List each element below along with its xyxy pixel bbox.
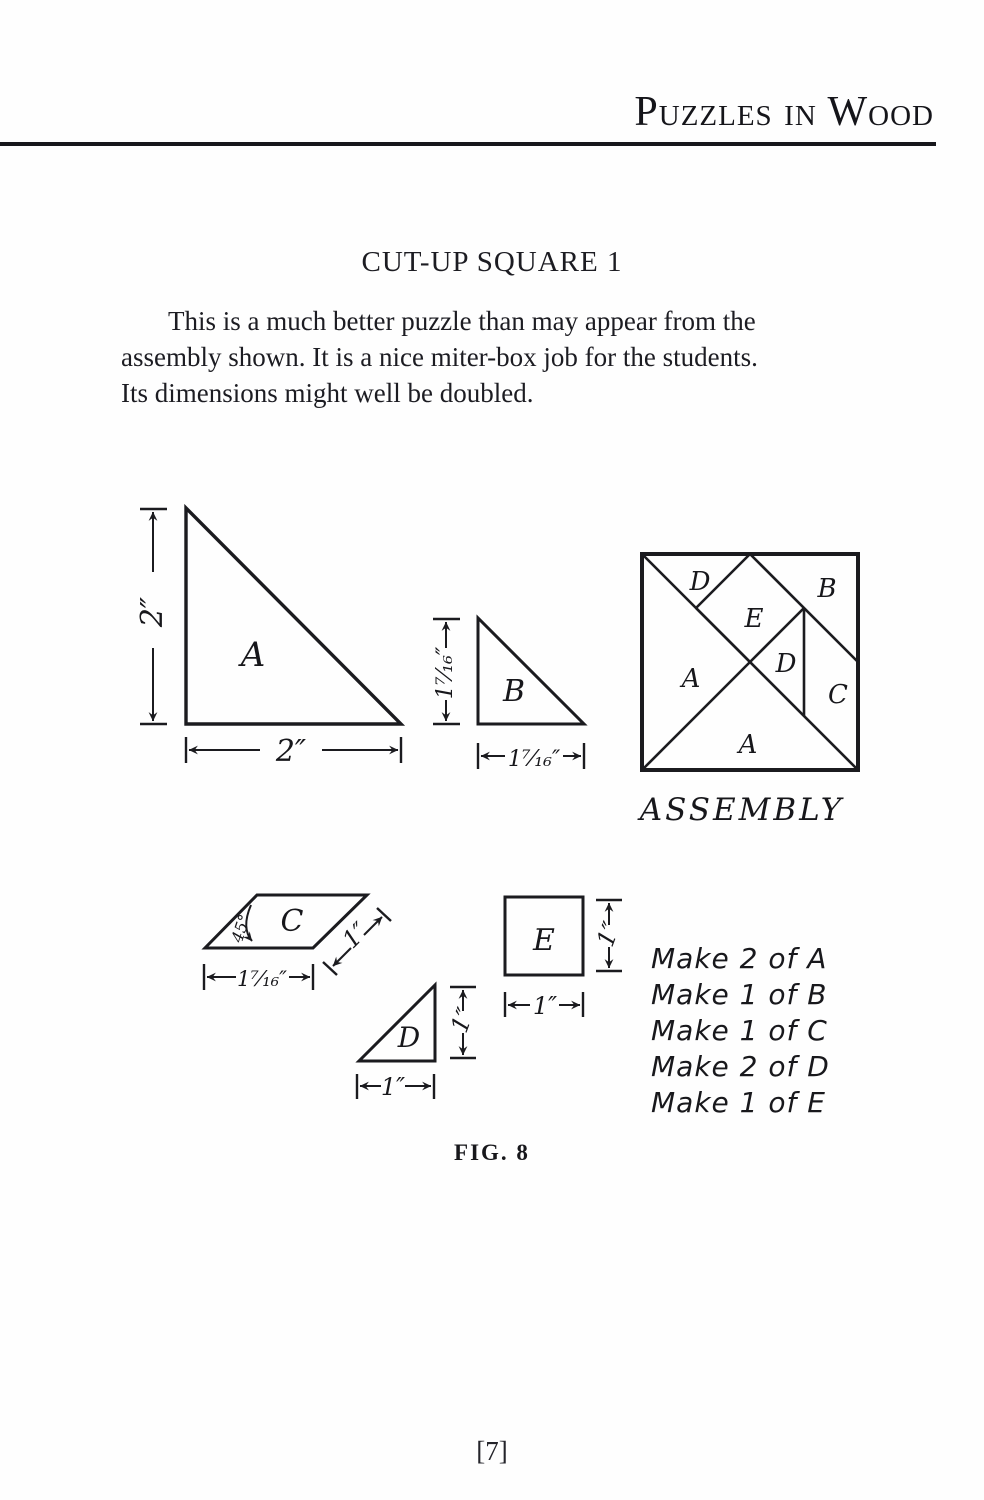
piece-d-label: D: [397, 1021, 421, 1054]
assembly-piece-label: E: [744, 604, 764, 634]
make-list-line: Make 1 of B: [651, 978, 828, 1011]
make-list-line: Make 2 of D: [651, 1050, 830, 1083]
make-list-line: Make 1 of C: [651, 1014, 828, 1047]
piece-c-diagram: [204, 895, 391, 991]
piece-b-diagram: [433, 618, 584, 772]
dim-arrow-line: [333, 948, 351, 966]
piece-b-width-label: 1⁷⁄₁₆″: [507, 747, 561, 772]
assembly-piece-label: D: [689, 567, 711, 597]
piece-a-height-label: 2″: [135, 596, 170, 628]
piece-a-width-label: 2″: [275, 734, 307, 769]
piece-d-width-label: 1″: [380, 1073, 406, 1101]
paragraph-line: assembly shown. It is a nice miter-box job for the students.: [121, 342, 758, 372]
piece-d-diagram: [357, 985, 480, 1101]
assembly-piece-label: A: [738, 730, 758, 760]
piece-e-width-dimension: [505, 992, 583, 1020]
make-list-line: Make 1 of E: [651, 1086, 826, 1119]
piece-c-side-dimension: [323, 908, 391, 975]
piece-e-diagram: [505, 897, 626, 1020]
make-list-line: Make 2 of A: [651, 942, 828, 975]
piece-e-width-label: 1″: [532, 992, 558, 1020]
piece-e-height-dimension: [591, 900, 626, 971]
piece-b-height-dimension: [433, 619, 460, 724]
paragraph-line: Its dimensions might well be doubled.: [121, 378, 534, 408]
assembly-piece-label: C: [828, 680, 848, 710]
header-rule: [0, 142, 936, 146]
paragraph-line: This is a much better puzzle than may appear from the: [168, 306, 756, 336]
piece-a-diagram: [135, 508, 401, 769]
page-header-title: Puzzles in Wood: [634, 89, 934, 135]
piece-e-label: E: [533, 923, 555, 958]
assembly-diagram: [637, 554, 858, 828]
piece-b-width-dimension: [478, 743, 584, 772]
piece-d-height-label: 1″: [445, 1004, 480, 1037]
piece-a-width-dimension: [186, 734, 401, 769]
piece-c-label: C: [280, 904, 304, 939]
piece-a-height-dimension: [135, 509, 170, 724]
piece-c-side-label: 1″: [336, 916, 374, 954]
section-title: CUT-UP SQUARE 1: [361, 246, 623, 278]
body-paragraph: [121, 303, 881, 411]
triangle-b-shape: [478, 618, 584, 724]
piece-c-width-dimension: [204, 964, 313, 991]
figure-caption: FIG. 8: [454, 1140, 530, 1165]
assembly-piece-label: B: [817, 574, 837, 604]
make-list: [651, 941, 830, 1121]
piece-a-label: A: [240, 635, 266, 675]
piece-e-height-label: 1″: [591, 918, 626, 951]
piece-d-width-dimension: [357, 1073, 434, 1101]
piece-d-height-dimension: [445, 987, 480, 1058]
piece-b-height-label: 1⁷⁄₁₆″: [433, 646, 458, 700]
figure-8-drawing: [0, 470, 984, 1180]
piece-c-angle-label: 45°: [227, 911, 255, 945]
assembly-piece-label: D: [775, 649, 797, 679]
piece-c-width-label: 1⁷⁄₁₆″: [237, 967, 287, 991]
piece-b-label: B: [502, 674, 526, 709]
assembly-cut-line: [696, 608, 750, 662]
assembly-title: ASSEMBLY: [639, 792, 845, 828]
page-number: [7]: [476, 1436, 508, 1466]
assembly-piece-label: A: [681, 664, 701, 694]
triangle-a-shape: [186, 508, 401, 724]
